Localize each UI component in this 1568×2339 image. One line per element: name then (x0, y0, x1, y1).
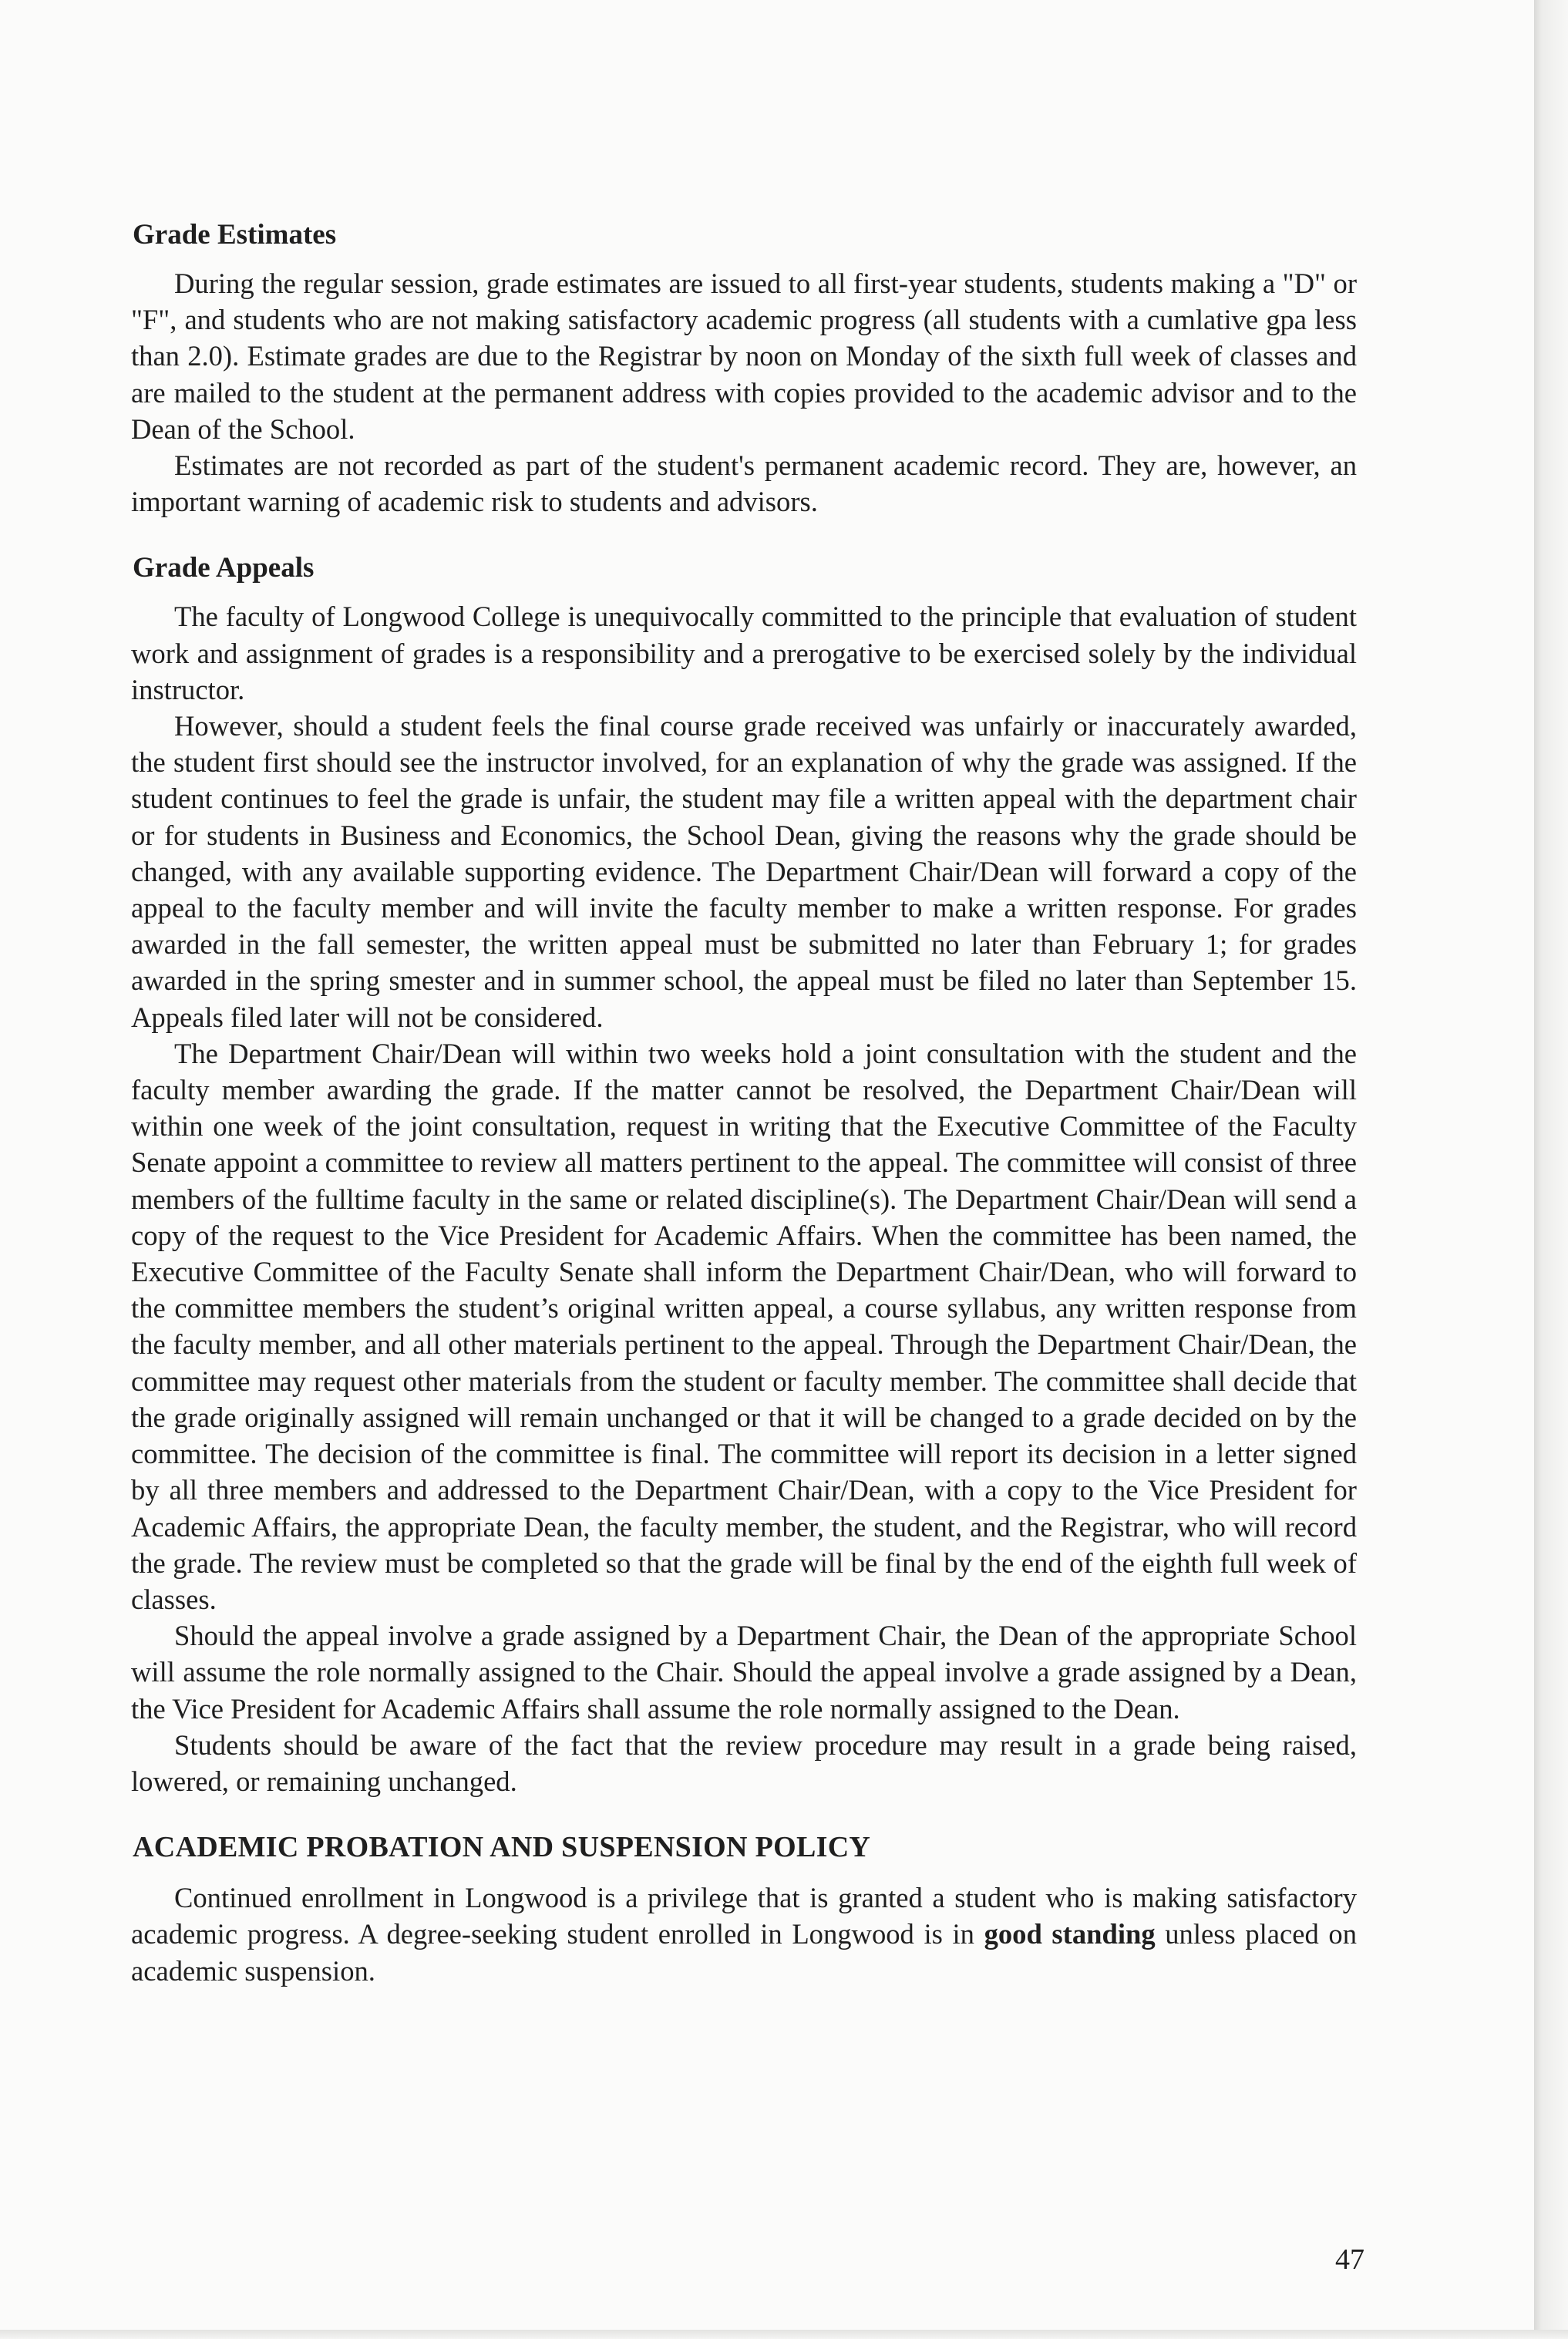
paragraph-text: unless placed on academic suspension. (131, 1918, 1357, 1987)
page-number: 47 (1335, 2243, 1364, 2276)
paragraph: The faculty of Longwood College is unequivocally committed to the principle that evaluation of student work and assignment of grades is a responsibility and a prerogative to be exercised solely by the individual instructor. (131, 601, 1357, 705)
paragraph: Students should be aware of the fact that the review procedure may result in a grade being raised, lowered, or remaining unchanged. (131, 1728, 1357, 1797)
document-body (131, 217, 1357, 1989)
paragraph: However, should a student feels the final course grade received was unfairly or inaccurately awarded, the student first should see the instructor involved, for an explanation of why the grade was assigned. If the student continues to feel the grade is unfair, the student may file a written appeal with the department chair or for students in Business and Economics, the School Dean, giving the reasons why the grade should be changed, with any available supporting evidence. The Department Chair/Dean will forward a copy of the appeal to the faculty member and will invite the faculty member to make a written response. For grades awarded in the fall semester, the written appeal must be submitted no later than February 1; for grades awarded in the spring smester and in summer school, the appeal must be filed no later than September 15. Appeals filed later will not be considered. (131, 710, 1357, 1033)
page-bottom-edge (0, 2330, 1568, 2339)
heading-academic-probation: ACADEMIC PROBATION AND SUSPENSION POLICY (133, 1831, 871, 1864)
paragraph: The Department Chair/Dean will within two weeks hold a joint consultation with the student and the faculty member awarding the grade. If the matter cannot be resolved, the Department Chair/Dean will within one week of the joint consultation, request in writing that the Executive Committee of the Faculty Senate appoint a committee to review all matters pertinent to the appeal. The committee will consist of three members of the fulltime faculty in the same or related discipline(s). The Department Chair/Dean will send a copy of the request to the Vice President for Academic Affairs. When the committee has been named, the Executive Committee of the Faculty Senate shall inform the Department Chair/Dean, who will forward to the committee members the student’s original written appeal, a course syllabus, any written response from the faculty member, and all other materials pertinent to the appeal. Through the Department Chair/Dean, the committee may request other materials from the student or faculty member. The committee shall decide that the grade originally assigned will remain unchanged or that it will be changed to a grade decided on by the committee. The decision of the committee is final. The committee will report its decision in a letter signed by all three members and addressed to the Department Chair/Dean, with a copy to the Vice President for Academic Affairs, the appropriate Dean, the faculty member, the student, and the Registrar, who will record the grade. The review must be completed so that the grade will be final by the end of the eighth full week of classes. (131, 1037, 1357, 1615)
paragraph: Estimates are not recorded as part of the student's permanent academic record. They are, however, an important warning of academic risk to students and advisors. (131, 449, 1357, 518)
good-standing-term: good standing (984, 1918, 1156, 1950)
paragraph: During the regular session, grade estimates are issued to all first-year students, students making a "D" or "F", and students who are not making satisfactory academic progress (all students with a cumlative gpa less than 2.0). Estimate grades are due to the Registrar by noon on Monday of the sixth full week of classes and are mailed to the student at the permanent address with copies provided to the academic advisor and to the Dean of the School. (131, 268, 1357, 445)
heading-grade-appeals: Grade Appeals (133, 552, 315, 584)
section-academic-probation (131, 1829, 1357, 1989)
heading-grade-estimates: Grade Estimates (133, 219, 337, 251)
paragraph: Should the appeal involve a grade assigned by a Department Chair, the Dean of the appropriate School will assume the role normally assigned to the Chair. Should the appeal involve a grade assigned by a Dean, the Vice President for Academic Affairs shall assume the role normally assigned to the Dean. (131, 1620, 1357, 1725)
section-grade-estimates (131, 217, 1357, 520)
paragraph (131, 1880, 1357, 1989)
section-grade-appeals (131, 550, 1357, 1799)
page-edge-shadow (1534, 0, 1568, 2339)
paragraph-text: Continued enrollment in Longwood is a privilege that is granted a student who is making satisfactory academic progress. A degree-seeking student enrolled in Longwood is in (131, 1882, 1357, 1950)
